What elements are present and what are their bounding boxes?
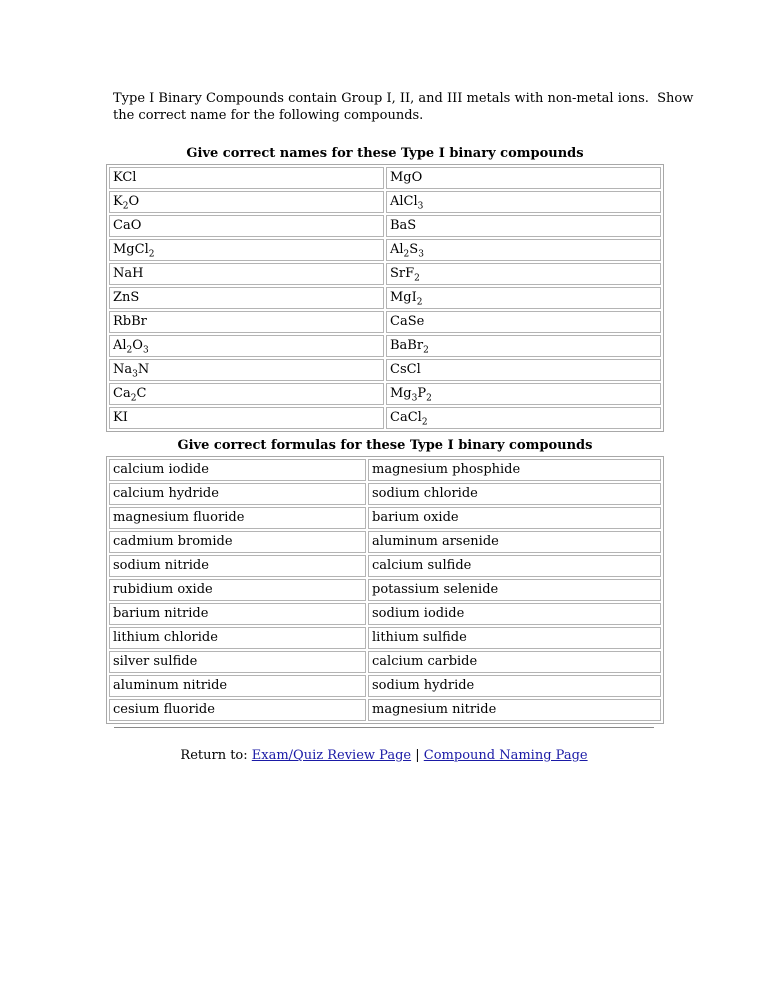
names-table	[106, 164, 664, 432]
compound-name-cell: calcium carbide	[368, 651, 661, 673]
table-row	[109, 311, 661, 333]
formula-cell: $Ca_2C$	[109, 383, 384, 405]
formula-cell: RbBr	[109, 311, 384, 333]
compound-name-cell: calcium sulfide	[368, 555, 661, 577]
formula-cell: $Al_2O_3$	[109, 335, 384, 357]
table-row	[109, 531, 661, 553]
table-row	[109, 627, 661, 649]
footer-separator: |	[411, 748, 424, 763]
formula-cell: ZnS	[109, 287, 384, 309]
formula-cell: NaH	[109, 263, 384, 285]
formula-cell: $Na_3N$	[109, 359, 384, 381]
compound-name-cell: lithium chloride	[109, 627, 366, 649]
formula-cell: KCl	[109, 167, 384, 189]
formula-cell: BaS	[386, 215, 661, 237]
formula-cell: SrF$_2$	[386, 263, 661, 285]
formula-cell: $Mg_3P_2$	[386, 383, 661, 405]
table-row	[109, 603, 661, 625]
intro-line-1: Type I Binary Compounds contain Group I, II, and III metals with non-metal ions. Show	[113, 91, 694, 106]
table-row	[109, 215, 661, 237]
formula-cell: MgI$_2$	[386, 287, 661, 309]
compound-name-cell: potassium selenide	[368, 579, 661, 601]
compound-name-cell: magnesium nitride	[368, 699, 661, 721]
table-row	[109, 407, 661, 429]
table-row	[109, 483, 661, 505]
table-row	[109, 167, 661, 189]
table-row	[109, 459, 661, 481]
formula-cell: KI	[109, 407, 384, 429]
compound-name-cell: sodium iodide	[368, 603, 661, 625]
exam-quiz-review-link[interactable]: Exam/Quiz Review Page	[251, 748, 412, 763]
compound-name-cell: cadmium bromide	[109, 531, 366, 553]
table-row	[109, 191, 661, 213]
table-row	[109, 359, 661, 381]
formula-cell: BaBr$_2$	[386, 335, 661, 357]
formula-cell: MgO	[386, 167, 661, 189]
formula-cell: AlCl$_3$	[386, 191, 661, 213]
compound-name-cell: barium nitride	[109, 603, 366, 625]
names-table-caption: Give correct names for these Type I binary compounds	[186, 146, 584, 161]
table-row	[109, 699, 661, 721]
table-row	[109, 579, 661, 601]
table-row	[109, 287, 661, 309]
divider-rule	[114, 727, 654, 728]
formula-cell: CaSe	[386, 311, 661, 333]
table-row	[109, 507, 661, 529]
compound-name-cell: sodium nitride	[109, 555, 366, 577]
compound-name-cell: aluminum nitride	[109, 675, 366, 697]
formula-cell: $K_2O$	[109, 191, 384, 213]
table-row	[109, 239, 661, 261]
formula-cell: $Al_2S_3$	[386, 239, 661, 261]
table-row	[109, 335, 661, 357]
return-prefix: Return to:	[180, 748, 252, 763]
table-row	[109, 383, 661, 405]
compound-name-cell: magnesium fluoride	[109, 507, 366, 529]
table-row	[109, 263, 661, 285]
compound-name-cell: aluminum arsenide	[368, 531, 661, 553]
formula-cell: CsCl	[386, 359, 661, 381]
compound-name-cell: cesium fluoride	[109, 699, 366, 721]
return-footer	[0, 747, 768, 764]
compound-name-cell: rubidium oxide	[109, 579, 366, 601]
table-row	[109, 555, 661, 577]
intro-line-2: the correct name for the following compounds.	[113, 108, 424, 123]
compound-name-cell: barium oxide	[368, 507, 661, 529]
formulas-table	[106, 456, 664, 724]
compound-name-cell: silver sulfide	[109, 651, 366, 673]
formula-cell: CaCl$_2$	[386, 407, 661, 429]
compound-name-cell: sodium hydride	[368, 675, 661, 697]
compound-name-cell: lithium sulfide	[368, 627, 661, 649]
compound-name-cell: calcium hydride	[109, 483, 366, 505]
compound-name-cell: sodium chloride	[368, 483, 661, 505]
intro-paragraph	[113, 90, 694, 124]
formula-cell: CaO	[109, 215, 384, 237]
compound-name-cell: calcium iodide	[109, 459, 366, 481]
compound-name-cell: magnesium phosphide	[368, 459, 661, 481]
compound-naming-link[interactable]: Compound Naming Page	[423, 748, 588, 763]
formulas-table-caption: Give correct formulas for these Type I binary compounds	[177, 438, 593, 453]
table-row	[109, 675, 661, 697]
formula-cell: MgCl$_2$	[109, 239, 384, 261]
table-row	[109, 651, 661, 673]
